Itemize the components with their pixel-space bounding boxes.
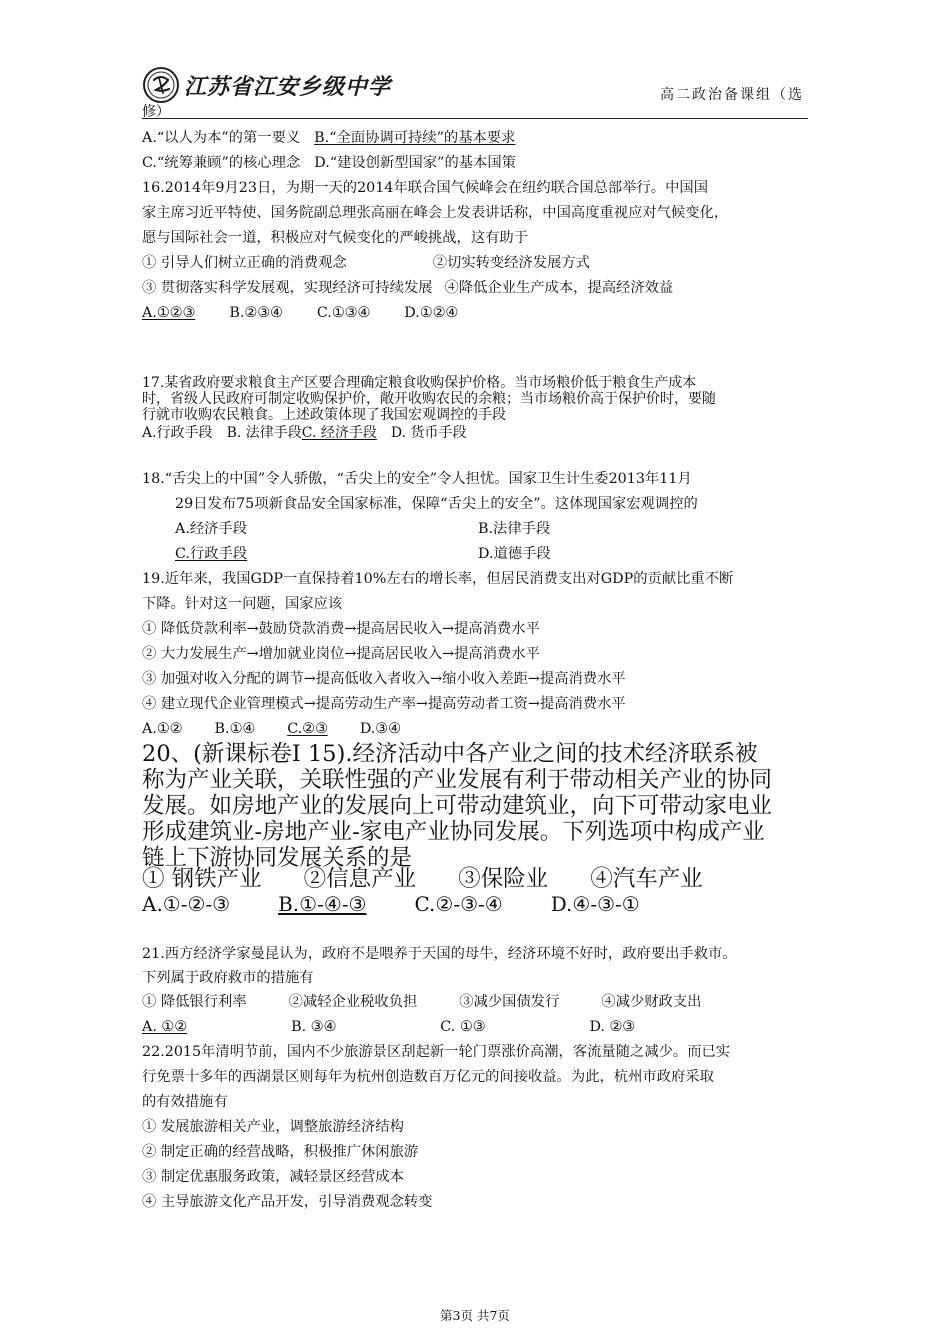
q21-statements <box>142 992 701 1012</box>
q21-statement-3: ③减少国债发行 <box>459 994 560 1010</box>
q17-option-a: A.行政手段 <box>142 425 213 441</box>
q19-statement-3: ③ 加强对收入分配的调节→提高低收入者收入→缩小收入差距→提高消费水平 <box>142 671 626 687</box>
q17-stem-line1: 17.某省政府要求粮食主产区要合理确定粮食收购保护价格。当市场粮价低于粮食生产成本 <box>142 375 697 391</box>
q15-row1 <box>142 128 515 148</box>
q21-stem-line1: 21.西方经济学家曼昆认为，政府不是喂养于天国的母牛，经济环境不好时，政府要出手救市。 <box>142 946 737 962</box>
q20-statement-2: ②信息产业 <box>303 866 417 892</box>
q22-statement-1: ① 发展旅游相关产业，调整旅游经济结构 <box>142 1119 404 1135</box>
q20-option-c: C.②-③-④ <box>414 892 503 916</box>
q16-statements-row1 <box>142 253 590 273</box>
q20-statements <box>142 866 703 892</box>
q16-option-a: A.①②③ <box>142 305 196 321</box>
q21-option-d: D. ②③ <box>589 1019 636 1035</box>
q16-option-b: B.②③④ <box>229 305 283 321</box>
q18-option-d: D.道德手段 <box>478 546 551 562</box>
q19-option-a: A.①② <box>142 721 183 737</box>
q18-option-a: A.经济手段 <box>175 521 248 537</box>
q21-option-b: B. ③④ <box>291 1019 337 1035</box>
q18-stem-line2: 29日发布75项新食品安全国家标准，保障“舌尖上的安全”。这体现国家宏观调控的 <box>175 496 698 512</box>
q22-stem-line2: 行免票十多年的西湖景区则每年为杭州创造数百万亿元的间接收益。为此，杭州市政府采取 <box>142 1069 714 1085</box>
q20-stem-line2: 称为产业关联，关联性强的产业发展有利于带动相关产业的协同 <box>142 767 773 793</box>
q15-option-b: B.“全面协调可持续”的基本要求 <box>314 130 516 146</box>
header-divider <box>142 118 808 119</box>
q20-stem-line4: 形成建筑业-房地产业-家电产业协同发展。下列选项中构成产业 <box>142 819 765 845</box>
q17-stem-line2: 时，省级人民政府可制定收购保护价，敞开收购农民的余粮；当市场粮价高于保护价时，要随 <box>142 391 716 407</box>
q18-option-c: C.行政手段 <box>175 546 248 562</box>
q16-stem-line2: 家主席习近平特使、国务院副总理张高丽在峰会上发表讲话称，中国高度重视应对气候变化， <box>142 205 729 221</box>
school-logo-icon <box>142 66 180 104</box>
q16-options <box>142 303 458 323</box>
q15-option-c: C.“统筹兼顾”的核心理念 <box>142 155 301 171</box>
q17-stem-line3: 行就市收购农民粮食。上述政策体现了我国宏观调控的手段 <box>142 407 506 423</box>
course-group: 高二政治备课组（选 <box>660 87 804 103</box>
q21-stem-line2: 下列属于政府救市的措施有 <box>142 970 314 986</box>
q19-stem-line1: 19.近年来，我国GDP一直保持着10%左右的增长率，但居民消费支出对GDP的贡献比重不断 <box>142 571 734 587</box>
q17-option-b: B. 法律手段 <box>226 425 302 441</box>
q16-stem-line1: 16.2014年9月23日，为期一天的2014年联合国气候峰会在纽约联合国总部举行。中国国 <box>142 180 708 196</box>
q20-stem-line1: 20、(新课标卷Ⅰ 15).经济活动中各产业之间的技术经济联系被 <box>142 741 758 767</box>
q20-option-b: B.①-④-③ <box>278 892 367 916</box>
q19-options <box>142 719 401 739</box>
q19-statement-1: ① 降低贷款利率→鼓励贷款消费→提高居民收入→提高消费水平 <box>142 621 540 637</box>
q18-option-b: B.法律手段 <box>478 521 551 537</box>
q22-statement-2: ② 制定正确的经营战略，积极推广休闲旅游 <box>142 1144 419 1160</box>
q21-statement-1: ① 降低银行利率 <box>142 994 247 1010</box>
q18-options-row1 <box>175 519 247 539</box>
q16-statements-row2 <box>142 278 673 298</box>
q22-stem-line3: 的有效措施有 <box>142 1094 228 1110</box>
q20-stem-line5: 链上下游协同发展关系的是 <box>142 845 413 871</box>
q20-stem-line3: 发展。如房地产业的发展向上可带动建筑业，向下可带动家电业 <box>142 793 773 819</box>
q17-option-c: C. 经济手段 <box>301 425 377 441</box>
q20-statement-4: ④汽车产业 <box>590 866 703 892</box>
q18-stem-line1: 18.“舌尖上的中国”令人骄傲，“舌尖上的安全”令人担忧。国家卫生计生委2013年11月 <box>142 471 692 487</box>
q20-statement-1: ① 钢铁产业 <box>142 866 262 892</box>
q16-statement-1: ① 引导人们树立正确的消费观念 <box>142 255 347 271</box>
q19-option-c: C.②③ <box>287 721 328 737</box>
course-group-wrap: 修） <box>142 104 170 120</box>
q20-option-d: D.④-③-① <box>550 892 640 916</box>
q20-statement-3: ③保险业 <box>458 866 549 892</box>
q22-statement-3: ③ 制定优惠服务政策，减轻景区经营成本 <box>142 1169 404 1185</box>
q21-option-a: A. ①② <box>142 1019 188 1035</box>
q17-options <box>142 425 467 441</box>
q15-option-a: A.“以人为本”的第一要义 <box>142 130 301 146</box>
q16-statement-4: ④降低企业生产成本，提高经济效益 <box>444 280 674 296</box>
q21-option-c: C. ①③ <box>440 1019 486 1035</box>
q20-option-a: A.①-②-③ <box>142 892 231 916</box>
page-number: 第3页 共7页 <box>440 1308 510 1323</box>
q19-stem-line2: 下降。针对这一问题，国家应该 <box>142 596 343 612</box>
q21-statement-4: ④减少财政支出 <box>601 994 702 1010</box>
q18-options-row2 <box>175 544 247 564</box>
school-name: 江苏省江安乡级中学 <box>184 74 392 100</box>
q19-option-d: D.③④ <box>359 721 401 737</box>
q16-statement-2: ②切实转变经济发展方式 <box>432 255 590 271</box>
q15-option-d: D.“建设创新型国家”的基本国策 <box>314 155 516 171</box>
q19-statement-4: ④ 建立现代企业管理模式→提高劳动生产率→提高劳动者工资→提高消费水平 <box>142 696 626 712</box>
q16-stem-line3: 愿与国际社会一道，积极应对气候变化的严峻挑战，这有助于 <box>142 230 529 246</box>
q16-option-c: C.①③④ <box>316 305 371 321</box>
q22-statement-4: ④ 主导旅游文化产品开发，引导消费观念转变 <box>142 1194 433 1210</box>
q22-stem-line1: 22.2015年清明节前，国内不少旅游景区刮起新一轮门票涨价高潮，客流量随之减少。而已实 <box>142 1044 731 1060</box>
q21-statement-2: ②减轻企业税收负担 <box>288 994 418 1010</box>
q15-row2 <box>142 153 516 173</box>
q21-options <box>142 1017 635 1037</box>
q16-statement-3: ③ 贯彻落实科学发展观，实现经济可持续发展 <box>142 280 433 296</box>
q19-option-b: B.①④ <box>214 721 256 737</box>
q17-option-d: D. 货币手段 <box>390 425 467 441</box>
q16-option-d: D.①②④ <box>404 305 459 321</box>
q20-options <box>142 891 640 917</box>
q19-statement-2: ② 大力发展生产→增加就业岗位→提高居民收入→提高消费水平 <box>142 646 540 662</box>
